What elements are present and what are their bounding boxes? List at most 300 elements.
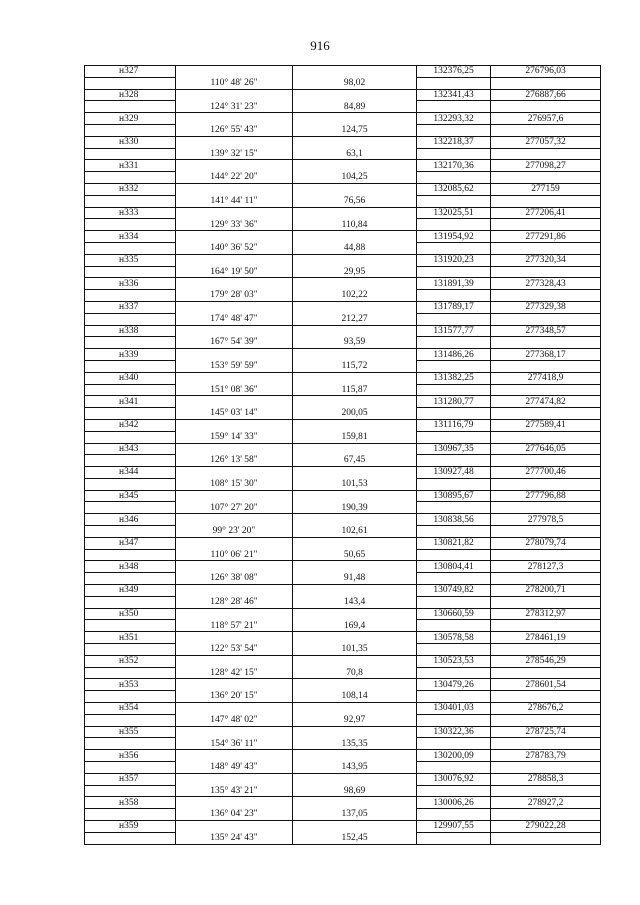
- point-name-cell: н356: [85, 750, 176, 762]
- x-coordinate-cell: 132025,51: [417, 207, 491, 219]
- segment-point-cell-empty: [85, 290, 176, 302]
- table-row-point: [85, 467, 601, 479]
- x-coordinate-cell-empty: [417, 549, 491, 561]
- segment-point-cell-empty: [85, 785, 176, 797]
- x-coordinate-cell: 131954,92: [417, 231, 491, 243]
- direction-angle-cell: 136° 04' 23": [176, 809, 293, 821]
- y-coordinate-cell: 276796,03: [491, 66, 601, 78]
- direction-angle-cell: 128° 42' 15": [176, 667, 293, 679]
- table-row-segment: [85, 691, 601, 703]
- table-row-point: [85, 608, 601, 620]
- table-row-segment: [85, 242, 601, 254]
- y-coordinate-cell-empty: [491, 502, 601, 514]
- table-row-point: [85, 490, 601, 502]
- x-coordinate-cell-empty: [417, 195, 491, 207]
- segment-point-cell-empty: [85, 738, 176, 750]
- distance-cell: 67,45: [293, 455, 417, 467]
- distance-cell-empty: [293, 419, 417, 431]
- x-coordinate-cell-empty: [417, 596, 491, 608]
- table-row-point: [85, 160, 601, 172]
- x-coordinate-cell-empty: [417, 337, 491, 349]
- table-row-segment: [85, 172, 601, 184]
- y-coordinate-cell-empty: [491, 455, 601, 467]
- distance-cell: 190,39: [293, 502, 417, 514]
- x-coordinate-cell: 131920,23: [417, 254, 491, 266]
- y-coordinate-cell-empty: [491, 644, 601, 656]
- segment-point-cell-empty: [85, 455, 176, 467]
- x-coordinate-cell-empty: [417, 785, 491, 797]
- direction-angle-cell: 141° 44' 11": [176, 195, 293, 207]
- x-coordinate-cell-empty: [417, 667, 491, 679]
- x-coordinate-cell-empty: [417, 573, 491, 585]
- segment-point-cell-empty: [85, 337, 176, 349]
- distance-cell-empty: [293, 325, 417, 337]
- x-coordinate-cell: 130322,36: [417, 726, 491, 738]
- direction-angle-cell: 108° 15' 30": [176, 478, 293, 490]
- distance-cell: 115,72: [293, 360, 417, 372]
- distance-cell-empty: [293, 608, 417, 620]
- angle-cell-empty: [176, 726, 293, 738]
- segment-point-cell-empty: [85, 714, 176, 726]
- segment-point-cell-empty: [85, 408, 176, 420]
- segment-point-cell-empty: [85, 101, 176, 113]
- table-row-segment: [85, 360, 601, 372]
- table-row-point: [85, 278, 601, 290]
- x-coordinate-cell-empty: [417, 360, 491, 372]
- x-coordinate-cell: 131789,17: [417, 301, 491, 313]
- y-coordinate-cell: 276887,66: [491, 89, 601, 101]
- distance-cell: 137,05: [293, 809, 417, 821]
- x-coordinate-cell-empty: [417, 502, 491, 514]
- distance-cell-empty: [293, 349, 417, 361]
- y-coordinate-cell: 278200,71: [491, 585, 601, 597]
- y-coordinate-cell-empty: [491, 195, 601, 207]
- table-row-segment: [85, 384, 601, 396]
- point-name-cell: н337: [85, 301, 176, 313]
- y-coordinate-cell: 278858,3: [491, 773, 601, 785]
- point-name-cell: н339: [85, 349, 176, 361]
- distance-cell: 115,87: [293, 384, 417, 396]
- angle-cell-empty: [176, 537, 293, 549]
- distance-cell-empty: [293, 797, 417, 809]
- y-coordinate-cell: 277159: [491, 183, 601, 195]
- y-coordinate-cell: 277329,38: [491, 301, 601, 313]
- distance-cell: 91,48: [293, 573, 417, 585]
- y-coordinate-cell-empty: [491, 596, 601, 608]
- angle-cell-empty: [176, 136, 293, 148]
- table-row-segment: [85, 549, 601, 561]
- angle-cell-empty: [176, 278, 293, 290]
- x-coordinate-cell: 130200,09: [417, 750, 491, 762]
- y-coordinate-cell-empty: [491, 290, 601, 302]
- segment-point-cell-empty: [85, 573, 176, 585]
- y-coordinate-cell: 278127,3: [491, 561, 601, 573]
- table-row-point: [85, 585, 601, 597]
- page-number: 916: [310, 38, 330, 53]
- angle-cell-empty: [176, 632, 293, 644]
- x-coordinate-cell: 131280,77: [417, 396, 491, 408]
- y-coordinate-cell: 278783,79: [491, 750, 601, 762]
- angle-cell-empty: [176, 750, 293, 762]
- x-coordinate-cell-empty: [417, 219, 491, 231]
- distance-cell-empty: [293, 679, 417, 691]
- table-row-segment: [85, 124, 601, 136]
- table-row-segment: [85, 408, 601, 420]
- angle-cell-empty: [176, 183, 293, 195]
- y-coordinate-cell: 278546,29: [491, 655, 601, 667]
- table-row-point: [85, 655, 601, 667]
- x-coordinate-cell: 130838,56: [417, 514, 491, 526]
- y-coordinate-cell-empty: [491, 832, 601, 844]
- x-coordinate-cell: 132170,36: [417, 160, 491, 172]
- y-coordinate-cell-empty: [491, 549, 601, 561]
- table-row-point: [85, 679, 601, 691]
- point-name-cell: н345: [85, 490, 176, 502]
- y-coordinate-cell: 278676,2: [491, 703, 601, 715]
- distance-cell-empty: [293, 89, 417, 101]
- table-row-point: [85, 561, 601, 573]
- angle-cell-empty: [176, 66, 293, 78]
- y-coordinate-cell: 277328,43: [491, 278, 601, 290]
- point-name-cell: н342: [85, 419, 176, 431]
- table-row-point: [85, 183, 601, 195]
- table-row-point: [85, 207, 601, 219]
- point-name-cell: н333: [85, 207, 176, 219]
- angle-cell-empty: [176, 773, 293, 785]
- x-coordinate-cell: 130578,58: [417, 632, 491, 644]
- distance-cell-empty: [293, 561, 417, 573]
- distance-cell-empty: [293, 207, 417, 219]
- segment-point-cell-empty: [85, 219, 176, 231]
- distance-cell-empty: [293, 136, 417, 148]
- distance-cell-empty: [293, 443, 417, 455]
- y-coordinate-cell-empty: [491, 738, 601, 750]
- x-coordinate-cell-empty: [417, 455, 491, 467]
- x-coordinate-cell: 132293,32: [417, 113, 491, 125]
- table-row-segment: [85, 195, 601, 207]
- angle-cell-empty: [176, 585, 293, 597]
- segment-point-cell-empty: [85, 809, 176, 821]
- direction-angle-cell: 159° 14' 33": [176, 431, 293, 443]
- angle-cell-empty: [176, 561, 293, 573]
- angle-cell-empty: [176, 372, 293, 384]
- angle-cell-empty: [176, 207, 293, 219]
- table-row-point: [85, 396, 601, 408]
- table-row-segment: [85, 596, 601, 608]
- segment-point-cell-empty: [85, 762, 176, 774]
- y-coordinate-cell: 278601,54: [491, 679, 601, 691]
- y-coordinate-cell-empty: [491, 620, 601, 632]
- segment-point-cell-empty: [85, 667, 176, 679]
- direction-angle-cell: 151° 08' 36": [176, 384, 293, 396]
- distance-cell: 212,27: [293, 313, 417, 325]
- distance-cell-empty: [293, 490, 417, 502]
- point-name-cell: н350: [85, 608, 176, 620]
- point-name-cell: н330: [85, 136, 176, 148]
- y-coordinate-cell-empty: [491, 478, 601, 490]
- angle-cell-empty: [176, 160, 293, 172]
- y-coordinate-cell-empty: [491, 408, 601, 420]
- x-coordinate-cell-empty: [417, 77, 491, 89]
- direction-angle-cell: 126° 13' 58": [176, 455, 293, 467]
- point-name-cell: н327: [85, 66, 176, 78]
- y-coordinate-cell-empty: [491, 762, 601, 774]
- table-row-point: [85, 419, 601, 431]
- x-coordinate-cell-empty: [417, 644, 491, 656]
- table-row-point: [85, 254, 601, 266]
- y-coordinate-cell: 277348,57: [491, 325, 601, 337]
- angle-cell-empty: [176, 467, 293, 479]
- distance-cell: 70,8: [293, 667, 417, 679]
- segment-point-cell-empty: [85, 124, 176, 136]
- distance-cell: 29,95: [293, 266, 417, 278]
- distance-cell: 76,56: [293, 195, 417, 207]
- direction-angle-cell: 145° 03' 14": [176, 408, 293, 420]
- distance-cell: 143,95: [293, 762, 417, 774]
- y-coordinate-cell-empty: [491, 219, 601, 231]
- angle-cell-empty: [176, 821, 293, 833]
- x-coordinate-cell: 130401,03: [417, 703, 491, 715]
- distance-cell-empty: [293, 703, 417, 715]
- x-coordinate-cell: 129907,55: [417, 821, 491, 833]
- direction-angle-cell: 154° 36' 11": [176, 738, 293, 750]
- direction-angle-cell: 118° 57' 21": [176, 620, 293, 632]
- table-row-segment: [85, 77, 601, 89]
- table-row-segment: [85, 431, 601, 443]
- table-row-segment: [85, 266, 601, 278]
- y-coordinate-cell-empty: [491, 242, 601, 254]
- y-coordinate-cell-empty: [491, 526, 601, 538]
- distance-cell: 200,05: [293, 408, 417, 420]
- table-row-point: [85, 514, 601, 526]
- y-coordinate-cell-empty: [491, 809, 601, 821]
- y-coordinate-cell-empty: [491, 360, 601, 372]
- table-row-segment: [85, 478, 601, 490]
- segment-point-cell-empty: [85, 596, 176, 608]
- y-coordinate-cell: 278725,74: [491, 726, 601, 738]
- x-coordinate-cell-empty: [417, 526, 491, 538]
- y-coordinate-cell: 279022,28: [491, 821, 601, 833]
- x-coordinate-cell-empty: [417, 738, 491, 750]
- direction-angle-cell: 126° 55' 43": [176, 124, 293, 136]
- y-coordinate-cell-empty: [491, 384, 601, 396]
- table-row-segment: [85, 738, 601, 750]
- distance-cell: 50,65: [293, 549, 417, 561]
- table-row-point: [85, 821, 601, 833]
- segment-point-cell-empty: [85, 313, 176, 325]
- direction-angle-cell: 135° 24' 43": [176, 832, 293, 844]
- y-coordinate-cell-empty: [491, 573, 601, 585]
- y-coordinate-cell-empty: [491, 337, 601, 349]
- y-coordinate-cell: 277057,32: [491, 136, 601, 148]
- direction-angle-cell: 148° 49' 43": [176, 762, 293, 774]
- x-coordinate-cell-empty: [417, 431, 491, 443]
- segment-point-cell-empty: [85, 431, 176, 443]
- point-name-cell: н331: [85, 160, 176, 172]
- table-row-segment: [85, 219, 601, 231]
- y-coordinate-cell: 277206,41: [491, 207, 601, 219]
- direction-angle-cell: 179° 28' 03": [176, 290, 293, 302]
- segment-point-cell-empty: [85, 360, 176, 372]
- distance-cell-empty: [293, 655, 417, 667]
- y-coordinate-cell: 277796,88: [491, 490, 601, 502]
- distance-cell-empty: [293, 773, 417, 785]
- y-coordinate-cell: 278927,2: [491, 797, 601, 809]
- distance-cell-empty: [293, 514, 417, 526]
- distance-cell: 44,88: [293, 242, 417, 254]
- table-row-segment: [85, 714, 601, 726]
- distance-cell: 102,22: [293, 290, 417, 302]
- x-coordinate-cell: 131116,79: [417, 419, 491, 431]
- point-name-cell: н343: [85, 443, 176, 455]
- point-name-cell: н349: [85, 585, 176, 597]
- direction-angle-cell: 110° 48' 26": [176, 77, 293, 89]
- distance-cell-empty: [293, 750, 417, 762]
- y-coordinate-cell-empty: [491, 714, 601, 726]
- y-coordinate-cell: 277474,82: [491, 396, 601, 408]
- point-name-cell: н335: [85, 254, 176, 266]
- angle-cell-empty: [176, 703, 293, 715]
- table-row-segment: [85, 762, 601, 774]
- x-coordinate-cell-empty: [417, 172, 491, 184]
- x-coordinate-cell: 130523,53: [417, 655, 491, 667]
- segment-point-cell-empty: [85, 172, 176, 184]
- distance-cell: 102,61: [293, 526, 417, 538]
- point-name-cell: н353: [85, 679, 176, 691]
- x-coordinate-cell-empty: [417, 290, 491, 302]
- y-coordinate-cell: 277978,5: [491, 514, 601, 526]
- segment-point-cell-empty: [85, 148, 176, 160]
- table-row-point: [85, 66, 601, 78]
- x-coordinate-cell: 130821,82: [417, 537, 491, 549]
- x-coordinate-cell-empty: [417, 691, 491, 703]
- table-row-point: [85, 136, 601, 148]
- point-name-cell: н332: [85, 183, 176, 195]
- angle-cell-empty: [176, 254, 293, 266]
- angle-cell-empty: [176, 608, 293, 620]
- distance-cell: 101,53: [293, 478, 417, 490]
- y-coordinate-cell: 278312,97: [491, 608, 601, 620]
- segment-point-cell-empty: [85, 502, 176, 514]
- distance-cell: 101,35: [293, 644, 417, 656]
- angle-cell-empty: [176, 325, 293, 337]
- direction-angle-cell: 126° 38' 08": [176, 573, 293, 585]
- angle-cell-empty: [176, 679, 293, 691]
- direction-angle-cell: 147° 48' 02": [176, 714, 293, 726]
- table-row-point: [85, 89, 601, 101]
- table-row-point: [85, 372, 601, 384]
- x-coordinate-cell-empty: [417, 101, 491, 113]
- table-row-segment: [85, 337, 601, 349]
- direction-angle-cell: 129° 33' 36": [176, 219, 293, 231]
- segment-point-cell-empty: [85, 526, 176, 538]
- angle-cell-empty: [176, 514, 293, 526]
- distance-cell: 98,69: [293, 785, 417, 797]
- y-coordinate-cell-empty: [491, 101, 601, 113]
- segment-point-cell-empty: [85, 384, 176, 396]
- distance-cell-empty: [293, 183, 417, 195]
- angle-cell-empty: [176, 396, 293, 408]
- table-row-point: [85, 726, 601, 738]
- y-coordinate-cell-empty: [491, 667, 601, 679]
- table-row-segment: [85, 809, 601, 821]
- table-row-segment: [85, 832, 601, 844]
- direction-angle-cell: 110° 06' 21": [176, 549, 293, 561]
- angle-cell-empty: [176, 113, 293, 125]
- distance-cell: 108,14: [293, 691, 417, 703]
- point-name-cell: н328: [85, 89, 176, 101]
- y-coordinate-cell: 277368,17: [491, 349, 601, 361]
- point-name-cell: н329: [85, 113, 176, 125]
- table-row-point: [85, 349, 601, 361]
- direction-angle-cell: 140° 36' 52": [176, 242, 293, 254]
- distance-cell: 152,45: [293, 832, 417, 844]
- y-coordinate-cell: 278461,19: [491, 632, 601, 644]
- y-coordinate-cell-empty: [491, 172, 601, 184]
- segment-point-cell-empty: [85, 242, 176, 254]
- distance-cell: 63,1: [293, 148, 417, 160]
- x-coordinate-cell-empty: [417, 148, 491, 160]
- x-coordinate-cell: 130967,35: [417, 443, 491, 455]
- angle-cell-empty: [176, 231, 293, 243]
- distance-cell-empty: [293, 396, 417, 408]
- table-row-segment: [85, 101, 601, 113]
- table-row-point: [85, 443, 601, 455]
- table-row-point: [85, 703, 601, 715]
- table-row-point: [85, 797, 601, 809]
- coordinates-table: [84, 65, 601, 845]
- x-coordinate-cell: 130076,92: [417, 773, 491, 785]
- y-coordinate-cell-empty: [491, 124, 601, 136]
- point-name-cell: н347: [85, 537, 176, 549]
- table-row-point: [85, 537, 601, 549]
- y-coordinate-cell-empty: [491, 785, 601, 797]
- table-row-point: [85, 750, 601, 762]
- direction-angle-cell: 122° 53' 54": [176, 644, 293, 656]
- x-coordinate-cell: 130006,26: [417, 797, 491, 809]
- point-name-cell: н352: [85, 655, 176, 667]
- direction-angle-cell: 136° 20' 15": [176, 691, 293, 703]
- y-coordinate-cell: 277589,41: [491, 419, 601, 431]
- distance-cell-empty: [293, 160, 417, 172]
- y-coordinate-cell-empty: [491, 77, 601, 89]
- x-coordinate-cell-empty: [417, 714, 491, 726]
- y-coordinate-cell: 276957,6: [491, 113, 601, 125]
- x-coordinate-cell: 130895,67: [417, 490, 491, 502]
- segment-point-cell-empty: [85, 644, 176, 656]
- distance-cell-empty: [293, 467, 417, 479]
- table-row-point: [85, 632, 601, 644]
- distance-cell-empty: [293, 821, 417, 833]
- segment-point-cell-empty: [85, 478, 176, 490]
- table-row-segment: [85, 455, 601, 467]
- angle-cell-empty: [176, 301, 293, 313]
- table-row-segment: [85, 785, 601, 797]
- distance-cell: 98,02: [293, 77, 417, 89]
- direction-angle-cell: 139° 32' 15": [176, 148, 293, 160]
- x-coordinate-cell-empty: [417, 408, 491, 420]
- distance-cell-empty: [293, 372, 417, 384]
- y-coordinate-cell-empty: [491, 431, 601, 443]
- table-row-point: [85, 231, 601, 243]
- distance-cell-empty: [293, 66, 417, 78]
- distance-cell-empty: [293, 278, 417, 290]
- point-name-cell: н334: [85, 231, 176, 243]
- direction-angle-cell: 167° 54' 39": [176, 337, 293, 349]
- segment-point-cell-empty: [85, 266, 176, 278]
- x-coordinate-cell-empty: [417, 809, 491, 821]
- point-name-cell: н358: [85, 797, 176, 809]
